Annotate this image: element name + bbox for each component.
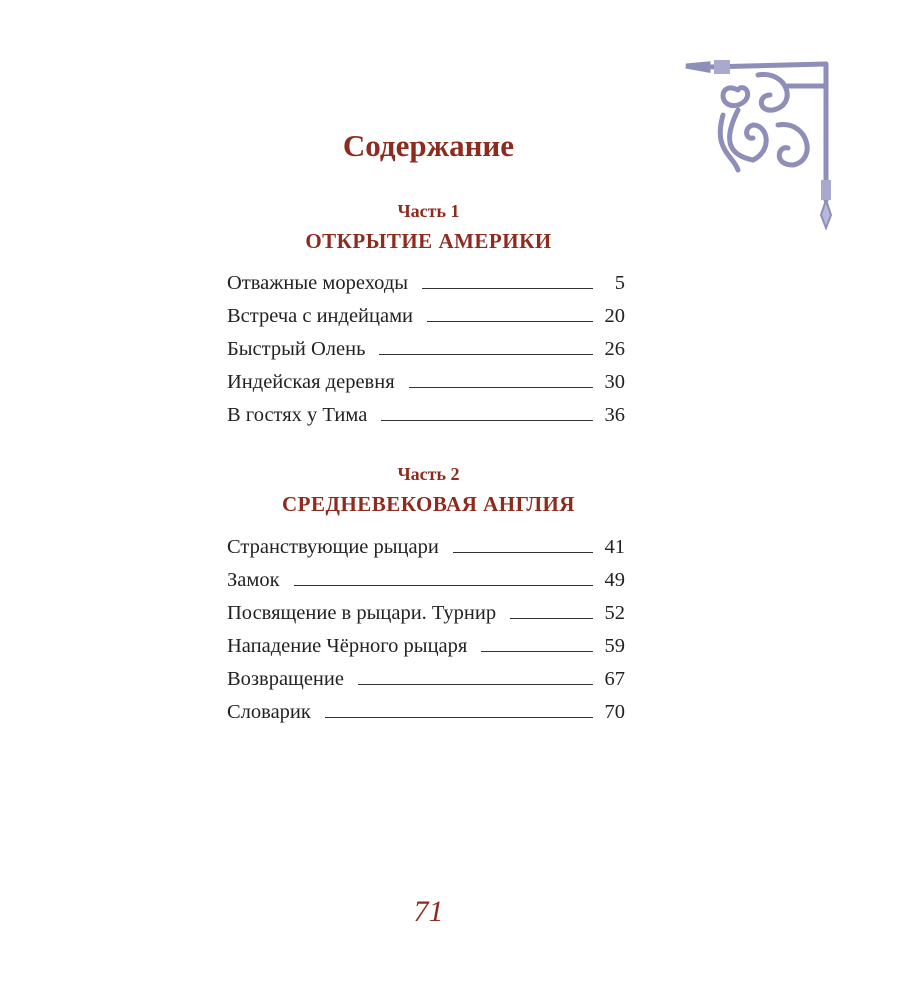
- entry-title: Замок: [227, 569, 280, 591]
- entry-title: Встреча с индейцами: [227, 305, 414, 327]
- entry-page: 49: [604, 569, 625, 591]
- toc-entry[interactable]: [227, 592, 625, 625]
- entry-title: Посвящение в рыцари. Турнир: [227, 602, 497, 624]
- leader-line: [358, 684, 593, 685]
- entry-page: 41: [604, 536, 625, 558]
- leader-line: [325, 717, 593, 718]
- leader-line: [294, 585, 593, 586]
- page-number: 71: [413, 895, 444, 928]
- entry-title: Возвращение: [227, 668, 344, 690]
- entry-title: Словарик: [227, 701, 311, 723]
- part-2-title: СРЕДНЕВЕКОВАЯ АНГЛИЯ: [282, 492, 575, 516]
- part-1-label: Часть 1: [397, 201, 460, 221]
- entry-title: Быстрый Олень: [227, 338, 366, 360]
- page-title: Содержание: [342, 128, 515, 163]
- toc-entry[interactable]: [227, 658, 625, 691]
- entry-page: 36: [604, 404, 625, 426]
- toc-entry[interactable]: [227, 691, 625, 724]
- part-1-toc: [227, 262, 625, 427]
- part-1-title: ОТКРЫТИЕ АМЕРИКИ: [305, 229, 552, 253]
- entry-page: 26: [604, 338, 625, 360]
- toc-entry[interactable]: [227, 328, 625, 361]
- entry-page: 52: [604, 602, 625, 624]
- part-2-label: Часть 2: [397, 464, 460, 484]
- leader-line: [427, 321, 593, 322]
- entry-title: В гостях у Тима: [227, 404, 368, 426]
- leader-line: [510, 618, 593, 619]
- entry-page: 70: [604, 701, 625, 723]
- entry-title: Странствующие рыцари: [227, 536, 439, 558]
- toc-entry[interactable]: [227, 394, 625, 427]
- leader-line: [381, 420, 593, 421]
- toc-entry[interactable]: [227, 559, 625, 592]
- leader-line: [409, 387, 593, 388]
- entry-title: Нападение Чёрного рыцаря: [227, 635, 468, 657]
- toc-entry[interactable]: [227, 361, 625, 394]
- toc-entry[interactable]: [227, 625, 625, 658]
- entry-title: Отважные мореходы: [227, 272, 409, 294]
- leader-line: [422, 288, 593, 289]
- leader-line: [453, 552, 593, 553]
- entry-page: 67: [604, 668, 625, 690]
- entry-title: Индейская деревня: [227, 371, 395, 393]
- entry-page: 20: [604, 305, 625, 327]
- entry-page: 5: [614, 272, 625, 294]
- part-2-toc: [227, 526, 625, 724]
- leader-line: [379, 354, 593, 355]
- toc-entry[interactable]: [227, 295, 625, 328]
- toc-entry[interactable]: [227, 262, 625, 295]
- leader-line: [481, 651, 593, 652]
- entry-page: 59: [604, 635, 625, 657]
- entry-page: 30: [604, 371, 625, 393]
- toc-entry[interactable]: [227, 526, 625, 559]
